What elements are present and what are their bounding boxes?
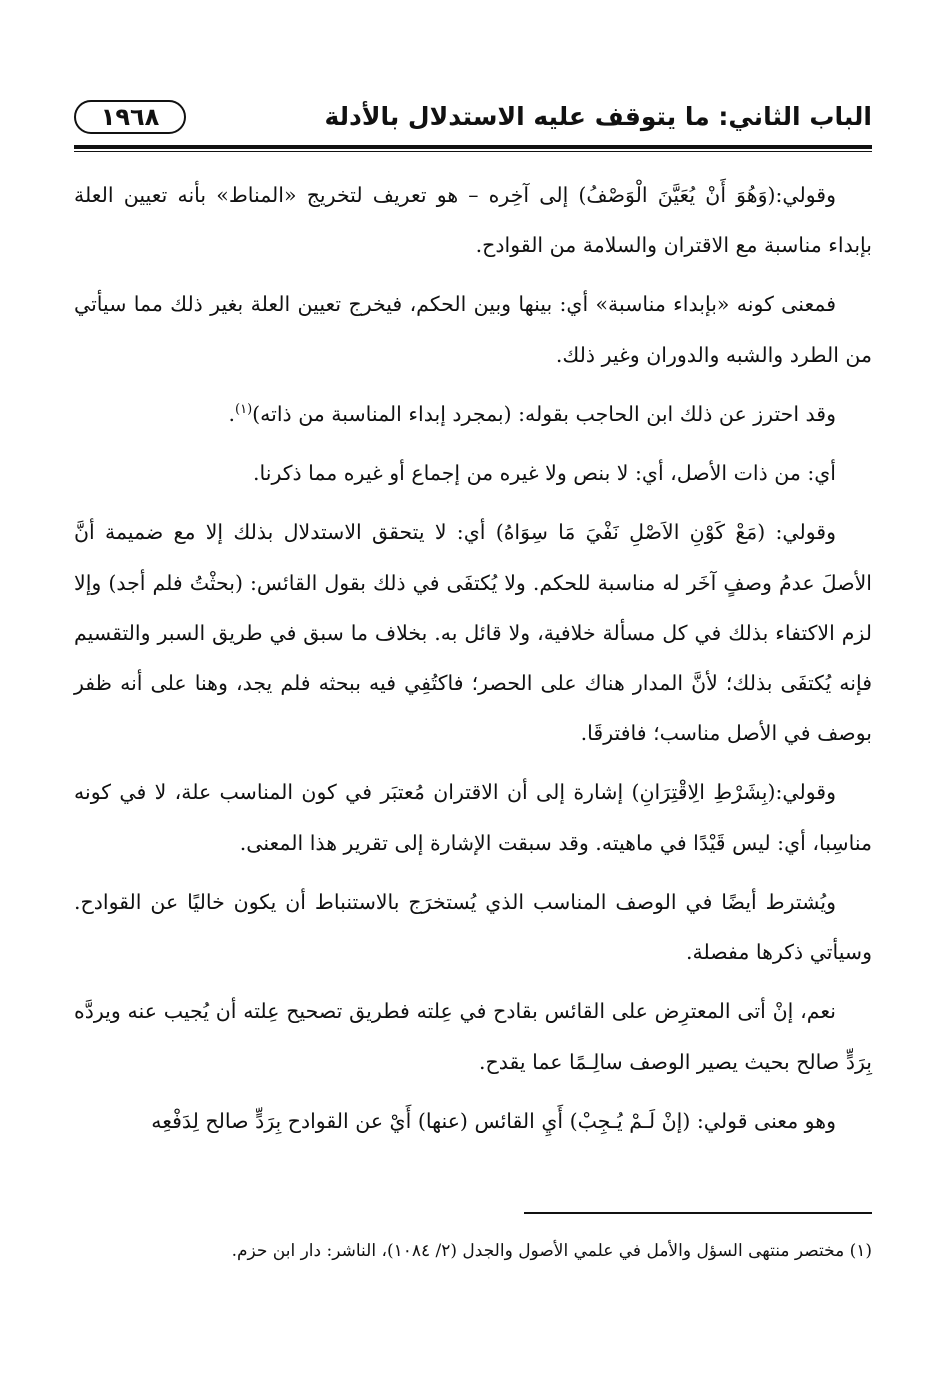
main-text [74, 170, 872, 1155]
paragraph: وقولي:(بِشَرْطِ الِاقْتِرَانِ) إشارة إلى أن الاقتران مُعتبَر في كون المناسب علة، لا في كونه مناسِبا، أي: ليس قَيْدًا في ماهيته. وقد سبقت الإشارة إلى تقرير هذا المعنى. [74, 780, 872, 855]
paragraph: فمعنى كونه «بإبداء مناسبة» أي: بينها وبين الحكم، فيخرج تعيين العلة بغير ذلك مما سيأتي من الطرد والشبه والدوران وغير ذلك. [74, 292, 872, 367]
paragraph-with-footnote [74, 389, 872, 439]
paragraph: وهو معنى قولي: (إنْ لَـمْ يُـجِبْ) أَيِ القائس (عنها) أَيْ عن القوادح بِرَدٍّ صالح لِدَفْعِه [151, 1108, 836, 1133]
page-number: ١٩٦٨ [74, 100, 186, 134]
footnote: (١) مختصر منتهى السؤل والأمل في علمي الأصول والجدل (٢/ ١٠٨٤)، الناشر: دار ابن حزم. [231, 1241, 872, 1261]
chapter-title: الباب الثاني: ما يتوقف عليه الاستدلال بالأدلة [324, 102, 872, 131]
running-header [74, 98, 872, 138]
quote-text: وقد احترز عن ذلك ابن الحاجب بقوله: (بمجرد إبداء المناسبة من ذاته) [252, 401, 836, 426]
footnote-marker: (١) [235, 402, 253, 418]
quote-end: . [228, 401, 236, 426]
paragraph: نعم، إنْ أتى المعترِض على القائس بقادح في عِلته فطريق تصحيح عِلته أن يُجيب عنه ويردَّه بِرَدٍّ صالح بحيث يصير الوصف سالِـمًا عما يقدح. [74, 999, 872, 1074]
paragraph: ويُشترط أيضًا في الوصف المناسب الذي يُستخرَج بالاستنباط أن يكون خاليًا عن القوادح. وسيأتي ذكرها مفصلة. [74, 889, 872, 965]
footnote-separator [524, 1212, 872, 1214]
paragraph: وقولي:(وَهُوَ أَنْ يُعَيَّنَ الْوَصْفُ) إلى آخِره – هو تعريف لتخريج «المناط» بأنه تعيين العلة بإبداء مناسبة مع الاقتران والسلامة من القوادح. [74, 183, 872, 258]
header-rule-thick [74, 145, 872, 149]
paragraph: وقولي: (مَعْ كَوْنِ الاَصْلِ نَفْيَ مَا سِوَاهُ) أي: لا يتحقق الاستدلال بذلك إلا مع ضميمة أنَّ الأصلَ عدمُ وصفٍ آخَر له مناسبة للحكم. ولا يُكتفَى في ذلك بقول القائس: (بحثْتُ فلم أجد) وإلا لزم الاكتفاء بذلك في كل مسألة خلافية، ولا قائل به. بخلاف ما سبق في طريق السبر والتقسيم فإنه يُكتفَى بذلك؛ لأنَّ المدار هناك على الحصر؛ فاكتُفِي فيه ببحثه فلم يجد، وهنا على أنه ظفر بوصف في الأصل مناسب؛ فافترقَا. [74, 520, 872, 746]
header-rule-thin [74, 151, 872, 152]
paragraph: أي: من ذات الأصل، أي: لا بنص ولا غيره من إجماع أو غيره مما ذكرنا. [253, 461, 836, 486]
